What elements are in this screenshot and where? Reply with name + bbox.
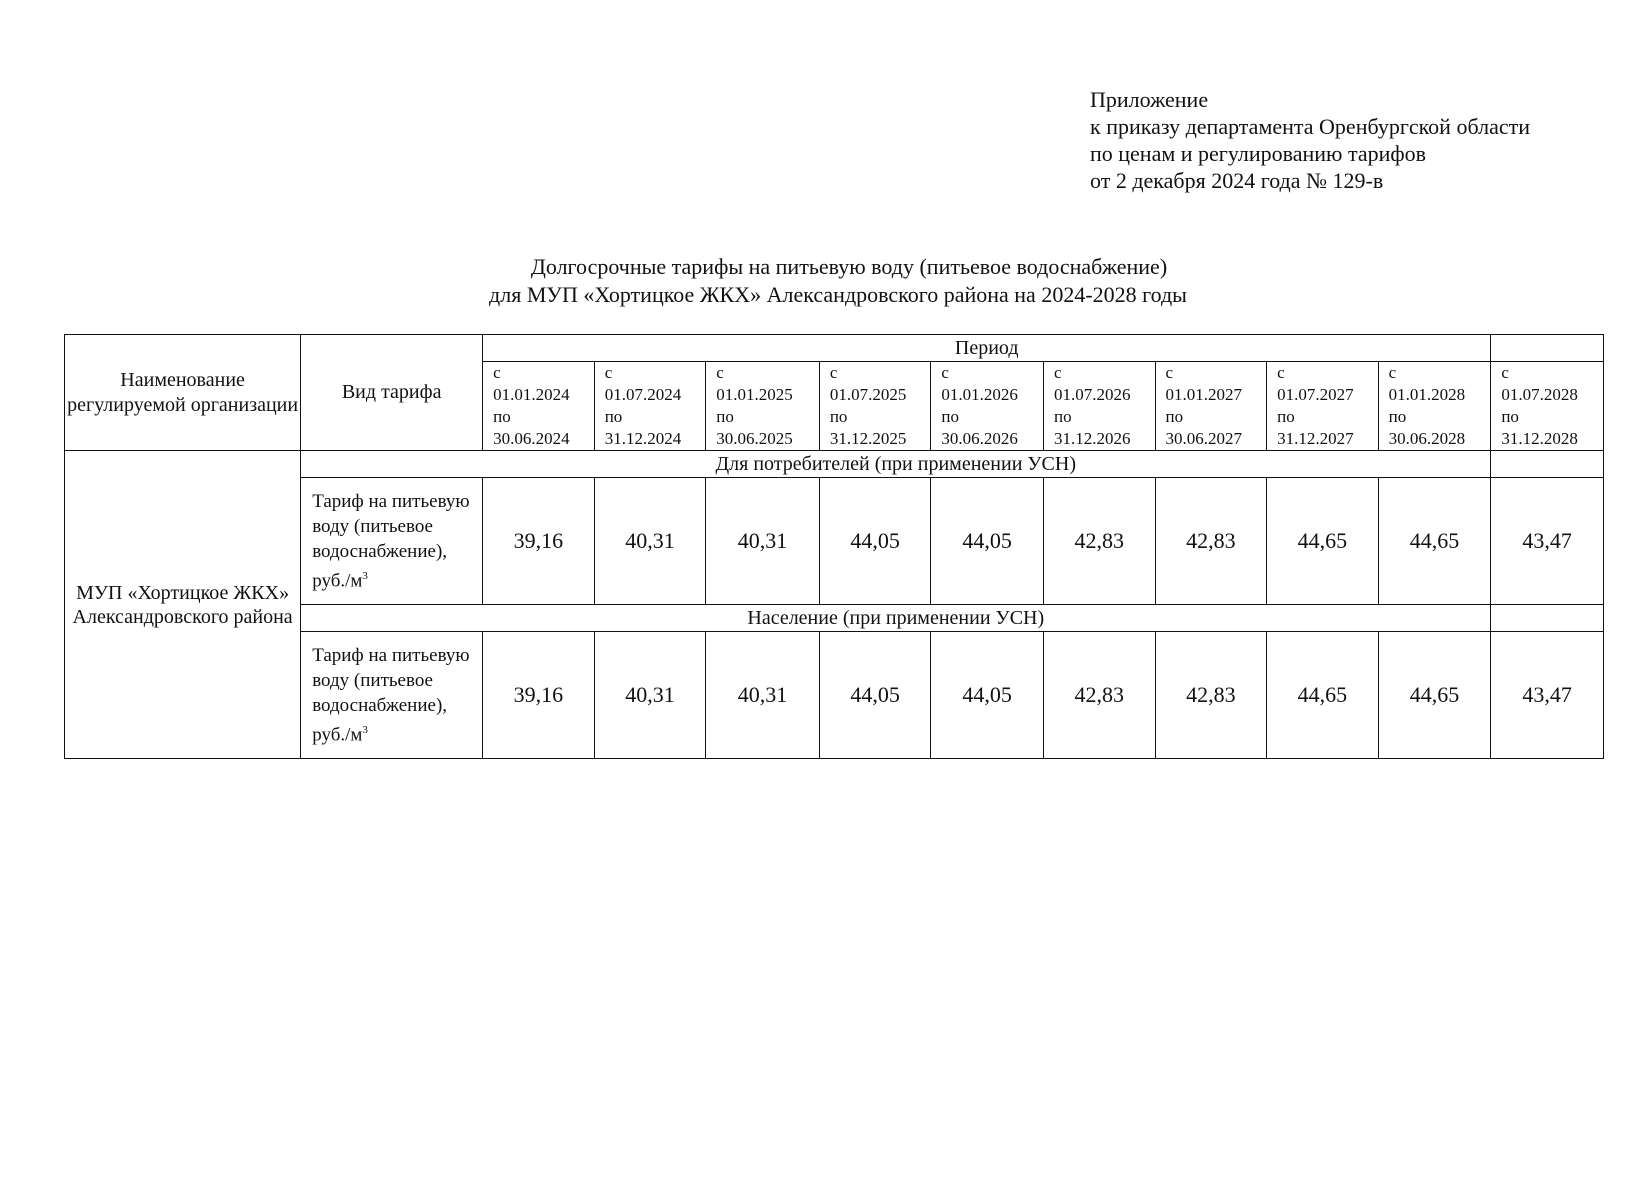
period-to: 30.06.2026 <box>941 429 1018 448</box>
header-period-empty <box>1491 335 1604 362</box>
period-to: 31.12.2025 <box>829 429 907 448</box>
period-po: по <box>493 407 511 426</box>
period-po: по <box>716 407 734 426</box>
appendix-line-3: по ценам и регулированию тарифов <box>1090 141 1427 166</box>
period-po: по <box>1165 407 1184 426</box>
tariff-value: 44,05 <box>819 632 931 759</box>
period-to: 30.06.2025 <box>716 429 793 448</box>
tariff-value: 39,16 <box>483 632 595 759</box>
period-s: с <box>829 363 838 382</box>
tariff-value: 44,65 <box>1267 632 1379 759</box>
period-s: с <box>1053 363 1062 382</box>
period-from: 01.07.2025 <box>829 385 907 404</box>
period-from: 01.01.2027 <box>1165 385 1243 404</box>
tariff-value: 42,83 <box>1155 478 1267 605</box>
period-header-cell <box>1043 362 1155 451</box>
period-header-cell <box>483 362 595 451</box>
group-label: Для потребителей (при применении УСН) <box>301 451 1491 478</box>
period-s: с <box>604 363 613 382</box>
period-s: с <box>1277 363 1285 382</box>
tariff-value: 42,83 <box>1043 632 1155 759</box>
period-po: по <box>1501 407 1519 426</box>
title-line-1: Долгосрочные тарифы на питьевую воду (питьевое водоснабжение) <box>530 254 1168 279</box>
tariff-value: 44,65 <box>1378 632 1491 759</box>
appendix-line-2: к приказу департамента Оренбургской области <box>1090 114 1530 139</box>
appendix-line-1: Приложение <box>1090 87 1209 112</box>
document-title <box>0 253 1626 309</box>
tariff-value: 40,31 <box>594 478 706 605</box>
period-to: 30.06.2024 <box>493 429 570 448</box>
group-label-empty <box>1491 605 1604 632</box>
period-po: по <box>829 407 848 426</box>
period-po: по <box>1388 407 1407 426</box>
period-to: 31.12.2026 <box>1053 429 1131 448</box>
tariff-table-body <box>65 451 1604 759</box>
tariff-value: 40,31 <box>706 632 820 759</box>
period-po: по <box>941 407 959 426</box>
period-s: с <box>1388 363 1397 382</box>
tariff-value: 39,16 <box>483 478 595 605</box>
period-s: с <box>493 363 501 382</box>
period-from: 01.07.2024 <box>604 385 682 404</box>
tariff-kind-text: Тариф на питьевую воду (питьевое водоснабжение), руб./м <box>312 490 470 592</box>
period-header-cell <box>1267 362 1379 451</box>
period-header-cell <box>931 362 1044 451</box>
period-header-cell <box>1491 362 1604 451</box>
period-from: 01.01.2026 <box>941 385 1018 404</box>
tariff-value: 43,47 <box>1491 478 1604 605</box>
period-header-cell <box>819 362 931 451</box>
tariff-kind-text: Тариф на питьевую воду (питьевое водоснабжение), руб./м <box>312 644 470 746</box>
period-from: 01.01.2028 <box>1388 385 1466 404</box>
unit-power: 3 <box>362 723 368 736</box>
period-to: 30.06.2027 <box>1165 429 1243 448</box>
period-header-cell <box>1155 362 1267 451</box>
period-from: 01.07.2028 <box>1501 385 1578 404</box>
period-header-cell <box>594 362 706 451</box>
header-period: Период <box>483 335 1491 362</box>
period-po: по <box>604 407 623 426</box>
group-label-empty <box>1491 451 1604 478</box>
tariff-value: 44,65 <box>1267 478 1379 605</box>
period-to: 31.12.2024 <box>604 429 682 448</box>
tariff-value: 44,05 <box>931 632 1044 759</box>
tariff-value: 42,83 <box>1043 478 1155 605</box>
period-from: 01.01.2025 <box>716 385 793 404</box>
period-to: 30.06.2028 <box>1388 429 1466 448</box>
tariff-table <box>64 334 1604 759</box>
appendix-line-4: от 2 декабря 2024 года № 129-в <box>1090 168 1384 193</box>
tariff-value: 42,83 <box>1155 632 1267 759</box>
tariff-kind <box>301 478 483 605</box>
period-s: с <box>1165 363 1174 382</box>
period-s: с <box>716 363 724 382</box>
period-from: 01.07.2026 <box>1053 385 1131 404</box>
unit-power: 3 <box>362 569 368 582</box>
group-row <box>65 451 1604 478</box>
header-organization: Наименование регулируемой организации <box>65 335 301 451</box>
period-s: с <box>1501 363 1509 382</box>
organization-name: МУП «Хортицкое ЖКХ» Александровского района <box>65 451 301 759</box>
tariff-kind <box>301 632 483 759</box>
tariff-value: 40,31 <box>594 632 706 759</box>
period-s: с <box>941 363 949 382</box>
group-label: Население (при применении УСН) <box>301 605 1491 632</box>
appendix-block <box>1090 86 1530 194</box>
period-header-cell <box>1378 362 1491 451</box>
period-from: 01.07.2027 <box>1277 385 1354 404</box>
header-tariff-kind: Вид тарифа <box>301 335 483 451</box>
period-to: 31.12.2028 <box>1501 429 1578 448</box>
tariff-value: 44,05 <box>931 478 1044 605</box>
period-to: 31.12.2027 <box>1277 429 1354 448</box>
tariff-value: 40,31 <box>706 478 820 605</box>
period-from: 01.01.2024 <box>493 385 570 404</box>
period-header-cell <box>706 362 820 451</box>
period-po: по <box>1053 407 1072 426</box>
tariff-value: 44,65 <box>1378 478 1491 605</box>
tariff-value: 43,47 <box>1491 632 1604 759</box>
title-line-2: для МУП «Хортицкое ЖКХ» Александровского района на 2024-2028 годы <box>489 282 1187 307</box>
period-po: по <box>1277 407 1295 426</box>
tariff-value: 44,05 <box>819 478 931 605</box>
